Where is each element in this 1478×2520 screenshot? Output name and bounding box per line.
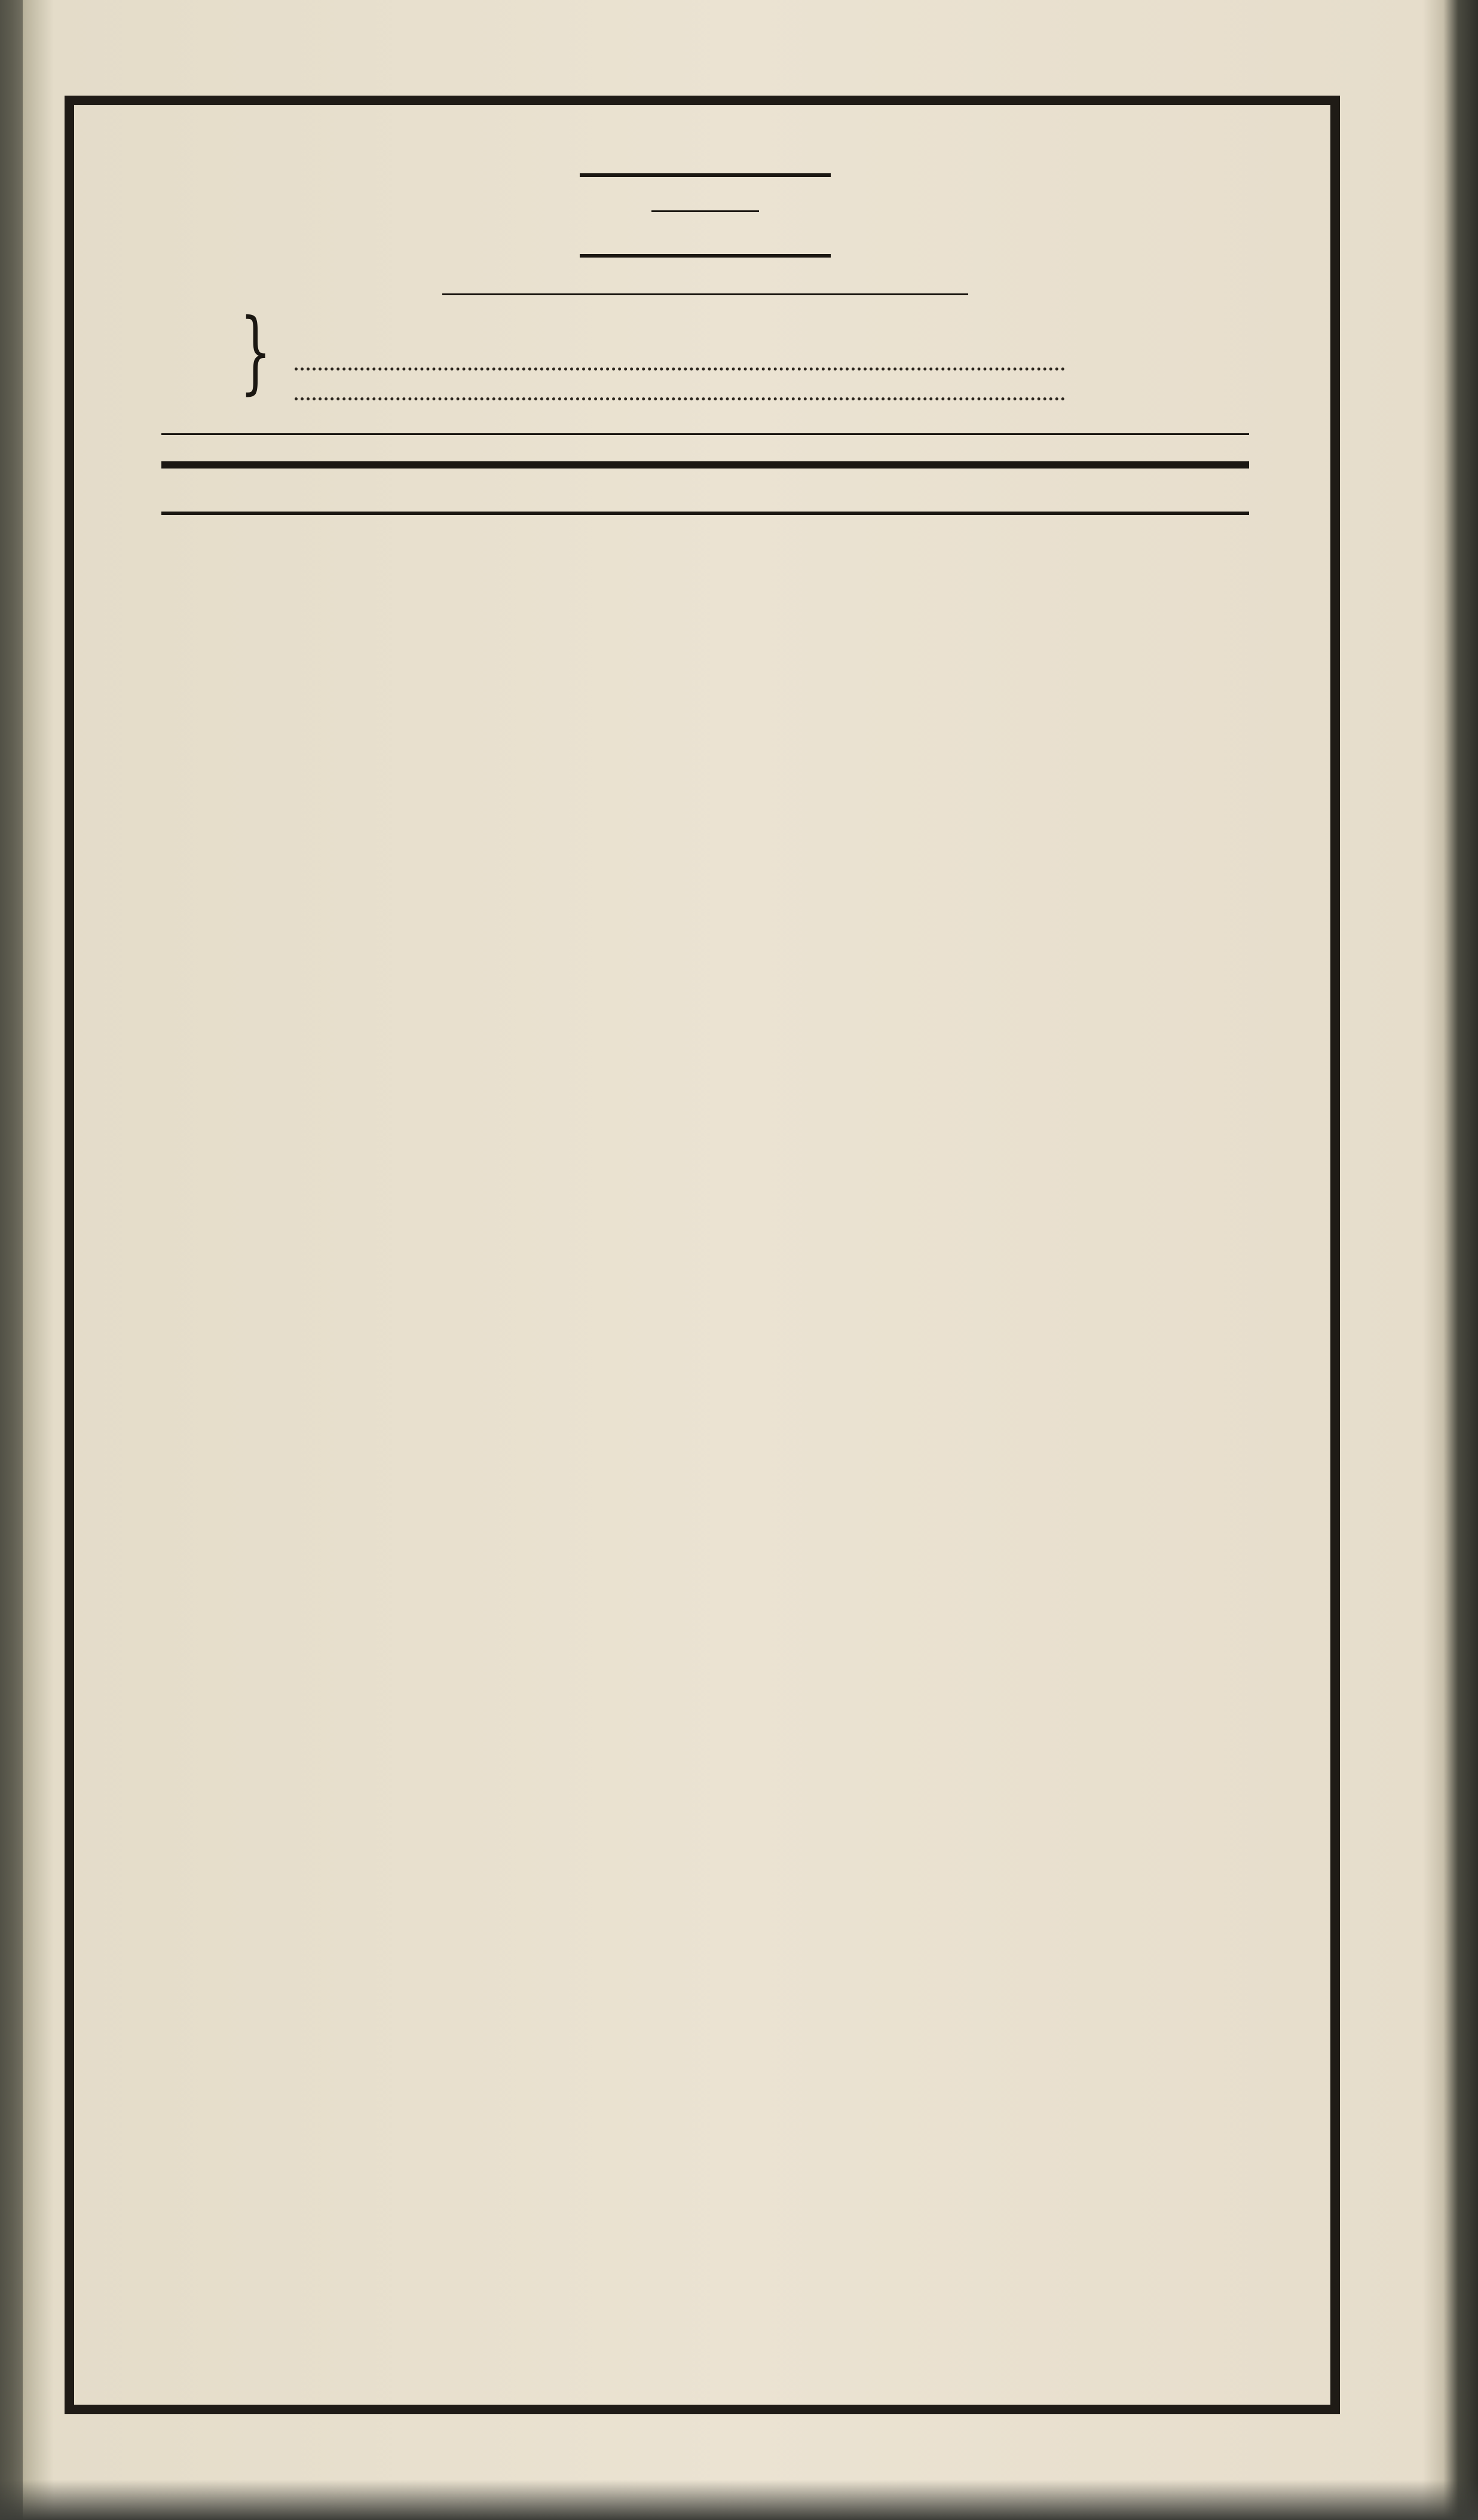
divider — [442, 293, 968, 295]
cast-notice — [137, 435, 1273, 461]
binding-gutter — [0, 0, 23, 2520]
divider — [580, 254, 831, 258]
price-table — [137, 492, 1273, 500]
brace-glyph: } — [240, 300, 271, 404]
price-divider-ornament — [690, 492, 726, 500]
divider — [580, 173, 831, 177]
secretaries-group — [137, 300, 1273, 409]
border-ornament-left — [67, 125, 115, 2384]
divider — [651, 210, 759, 212]
scan-bottom-edge — [0, 2480, 1478, 2520]
divider — [161, 461, 1249, 469]
playbill — [137, 155, 1273, 527]
cast-list — [137, 300, 1273, 409]
divider — [161, 512, 1249, 515]
border-ornament-right — [1288, 125, 1336, 2384]
